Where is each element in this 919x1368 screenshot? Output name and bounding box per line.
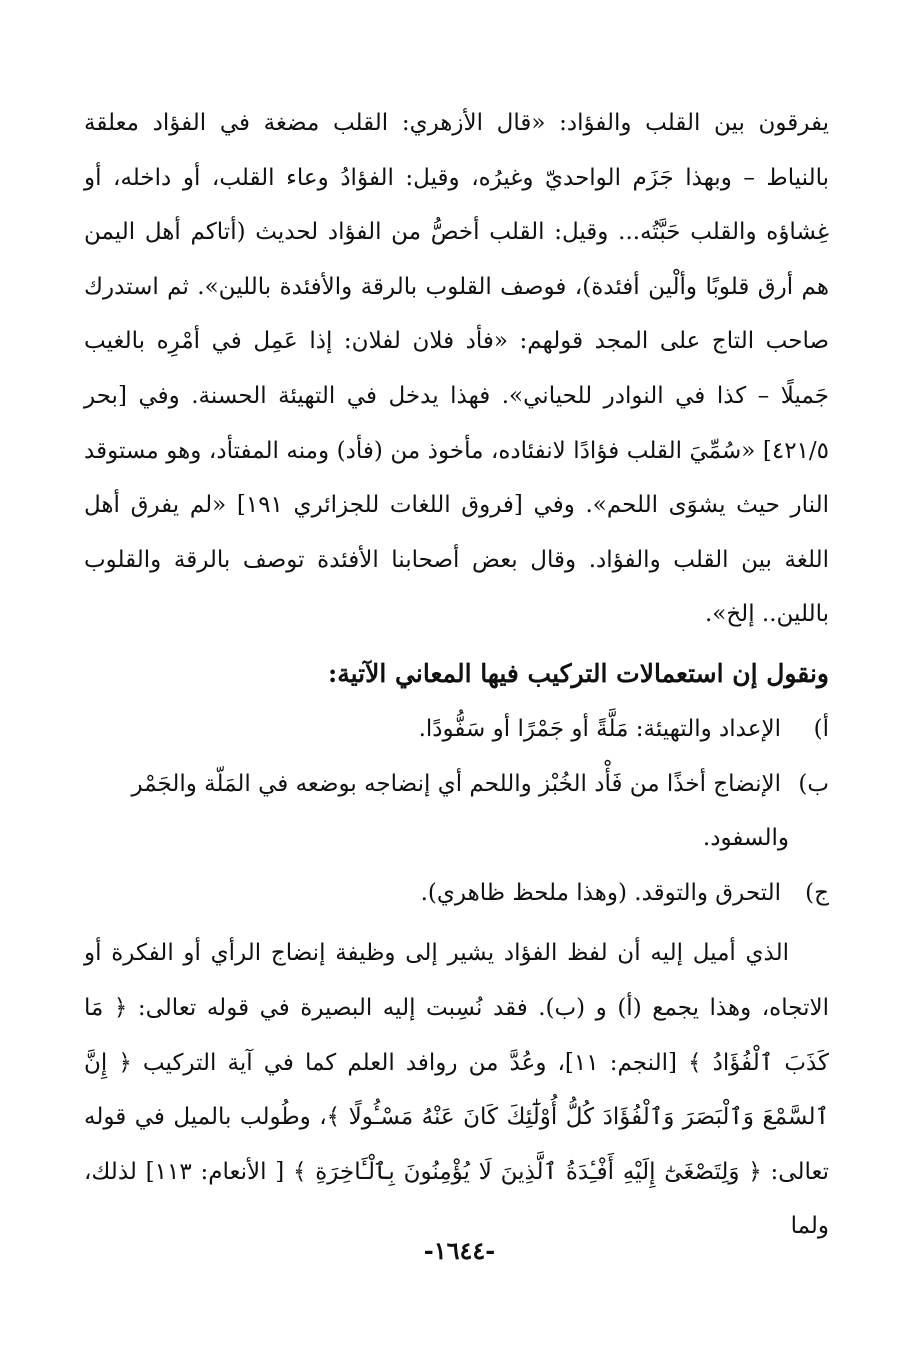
body-paragraph: يفرقون بين القلب والفؤاد: «قال الأزهري: القلب مضغة في الفؤاد معلقة بالنياط – وبهذا جَزَم الواحديّ وغيرُه، وقيل: الفؤادُ وعاء القلب، أو داخله، أو غِشاؤه والقلب حَبَّتُه... وقيل: القلب أخصُّ من الفؤاد لحديث (أتاكم أهل اليمن هم أرق قلوبًا وألْين أفئدة)، فوصف القلوب بالرقة والأفئدة باللين». ثم استدرك صاحب التاج على المجد قولهم: «فأد فلان لفلان: إذا عَمِل في أمْرِه بالغيب جَميلًا – كذا في النوادر للحياني». فهذا يدخل في التهيئة الحسنة. وفي [بحر ٤٢١/٥] «سُمِّيَ القلب فؤادًا لانفئاده، مأخوذ من (فأد) ومنه المفتأد، وهو مستوقد النار حيث يشوَى اللحم». وفي [فروق اللغات للجزائري ١٩١] «لم يفرق أهل اللغة بين القلب والفؤاد. وقال بعض أصحابنا الأفئدة توصف بالرقة والقلوب باللين.. إلخ». <box>84 110 830 628</box>
section-heading: ونقول إن استعمالات التركيب فيها المعاني الآتية: <box>327 658 829 688</box>
list-item-text: الإنضاج أخذًا من فَأْد الخُبْز واللحم أي إنضاجه بوضعه في المَلّة والجَمْر <box>131 770 781 797</box>
page-content <box>84 96 829 1296</box>
list-item-text: الإعداد والتهيئة: مَلَّةً أو جَمْرًا أو سَفُّودًا. <box>418 715 781 742</box>
list-item-b <box>84 757 829 866</box>
body-paragraph-2: الذي أميل إليه أن لفظ الفؤاد يشير إلى وظيفة إنضاج الرأي أو الفكرة أو الاتجاه، وهذا يجمع (أ) و (ب). فقد نُسِبت إليه البصيرة في قوله تعالى: ﴿ مَا كَذَبَ ٱلْفُؤَادُ ﴾ [النجم: ١١]، وعُدَّ من روافد العلم كما في آية التركيب ﴿ إِنَّ ٱلسَّمْعَ وَٱلْبَصَرَ وَٱلْفُؤَادَ كُلُّ أُوْلَٰٓئِكَ كَانَ عَنْهُ مَسْـُٔولًا ﴾، وطُولب بالميل في قوله تعالى: ﴿ وَلِتَصْغَىٰٓ إِلَيْهِ أَفْـِٔدَةُ ٱلَّذِينَ لَا يُؤْمِنُونَ بِٱلْـَٔاخِرَةِ ﴾ [ الأنعام: ١١٣] لذلك، ولما <box>84 940 829 1240</box>
list-marker: أ) <box>813 715 829 742</box>
list-item-text: التحرق والتوقد. (وهذا ملحظ ظاهري). <box>420 879 781 906</box>
list-marker: ب) <box>798 770 829 797</box>
page-number: -١٦٤٤- <box>423 1236 496 1265</box>
list-item-a <box>84 702 829 757</box>
list-item-c <box>84 866 829 921</box>
list-item-continuation: والسفود. <box>702 825 789 852</box>
list-marker: ج) <box>805 879 829 906</box>
